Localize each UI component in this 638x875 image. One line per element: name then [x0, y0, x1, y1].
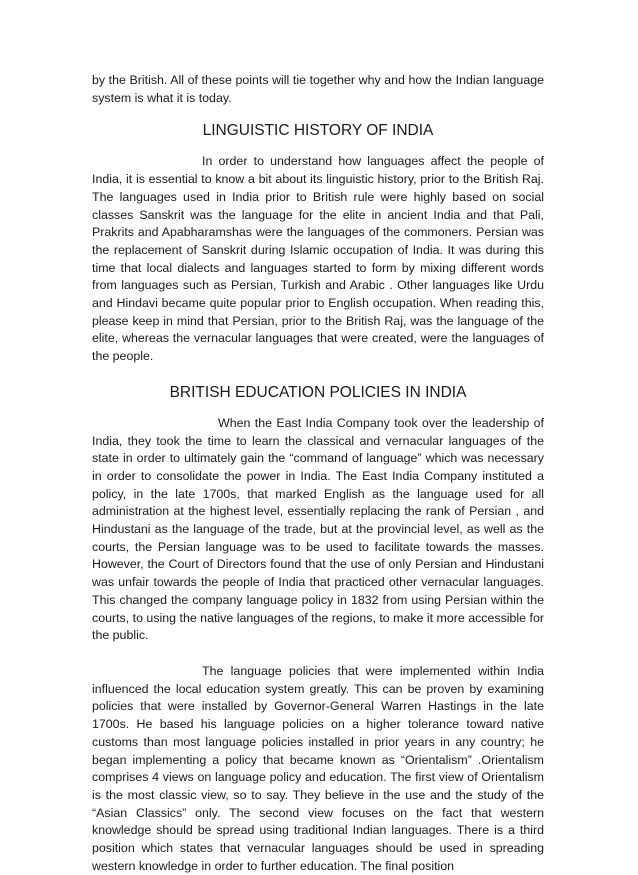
intro-paragraph: by the British. All of these points will tie together why and how the Indian language system is what it is today. — [92, 73, 544, 105]
paragraph-east-india-company: When the East India Company took over the leadership of India, they took the time to learn the classical and vernacular languages of the state in order to ultimately gain the “command of language” which was necessary in order to consolidate the power in India. The East India Company instituted a policy, in the late 1700s, that marked English as the language used for all administration at the highest level, essentially replacing the rank of Persian , and Hindustani as the language of the trade, but at the provincial level, as well as the courts, the Persian language was to be used to facilitate towards the masses. However, the Court of Directors found that the use of only Persian and Hindustani was unfair towards the people of India that practiced other vernacular languages. This changed the company language policy in 1832 from using Persian within the courts, to using the native languages of the regions, to make it more accessible for the public. — [92, 415, 544, 643]
paragraph-linguistic-history: In order to understand how languages affect the people of India, it is essential to know a bit about its linguistic history, prior to the British Raj. The languages used in India prior to British rule were highly based on social classes Sanskrit was the language for the elite in ancient India and that Pali, Prakrits and Apabharamshas were the languages of the commoners. Persian was the replacement of Sanskrit during Islamic occupation of India. It was during this time that local dialects and languages started to form by mixing different words from languages such as Persian, Turkish and Arabic . Other languages like Urdu and Hindavi became quite popular prior to English occupation. When reading this, please keep in mind that Persian, prior to the British Raj, was the language of the elite, whereas the vernacular languages that were created, were the languages of the people. — [92, 154, 544, 364]
section-heading-linguistic-history: LINGUISTIC HISTORY OF INDIA — [202, 122, 434, 140]
document-page — [92, 72, 544, 875]
section-heading-british-education: BRITISH EDUCATION POLICIES IN INDIA — [169, 383, 467, 401]
paragraph-language-policies: The language policies that were implemented within India influenced the local education system greatly. This can be proven by examining policies that were installed by Governor-General Warren Hastings in the late 1700s. He based his language policies on a higher tolerance toward native customs than most language policies installed in prior years in any country; he began implementing a policy that became known as “Orientalism” .Orientalism comprises 4 views on language policy and education. The first view of Orientalism is the most classic view, so to say. They believe in the use and the study of the “Asian Classics” only. The second view focuses on the fact that western knowledge should be spread using traditional Indian languages. There is a third position which states that vernacular languages should be used in spreading western knowledge in order to further education. The final position — [92, 663, 544, 873]
